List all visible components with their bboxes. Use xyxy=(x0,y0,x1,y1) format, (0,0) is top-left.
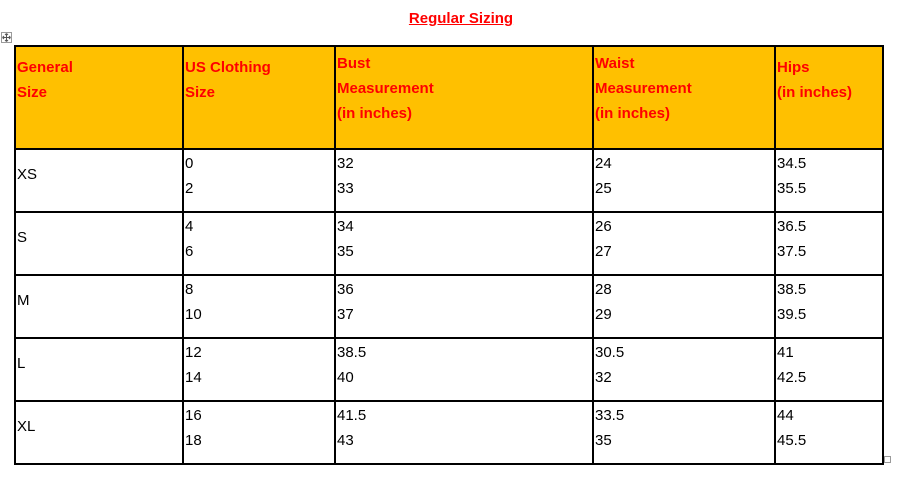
header-waist: Waist Measurement (in inches) xyxy=(593,46,775,149)
hips-cell: 36.5 37.5 xyxy=(775,212,883,275)
page-title: Regular Sizing xyxy=(408,10,514,27)
header-general-size: General Size xyxy=(15,46,183,149)
header-hips: Hips (in inches) xyxy=(775,46,883,149)
waist-cell: 33.5 35 xyxy=(593,401,775,464)
table-row xyxy=(15,149,883,212)
us-size-cell: 16 18 xyxy=(183,401,335,464)
header-row xyxy=(15,46,883,149)
hips-cell: 44 45.5 xyxy=(775,401,883,464)
bust-cell: 32 33 xyxy=(335,149,593,212)
table-row xyxy=(15,275,883,338)
header-us-clothing-size: US Clothing Size xyxy=(183,46,335,149)
bust-cell: 36 37 xyxy=(335,275,593,338)
hips-cell: 38.5 39.5 xyxy=(775,275,883,338)
us-size-cell: 4 6 xyxy=(183,212,335,275)
bust-cell: 38.5 40 xyxy=(335,338,593,401)
table-row xyxy=(15,212,883,275)
bust-cell: 41.5 43 xyxy=(335,401,593,464)
waist-cell: 28 29 xyxy=(593,275,775,338)
us-size-cell: 12 14 xyxy=(183,338,335,401)
table-resize-icon[interactable] xyxy=(884,456,891,463)
general-size-cell: S xyxy=(15,212,183,275)
waist-cell: 26 27 xyxy=(593,212,775,275)
header-bust: Bust Measurement (in inches) xyxy=(335,46,593,149)
general-size-cell: XS xyxy=(15,149,183,212)
table-move-icon[interactable] xyxy=(1,32,12,43)
us-size-cell: 8 10 xyxy=(183,275,335,338)
waist-cell: 30.5 32 xyxy=(593,338,775,401)
sizing-table xyxy=(14,45,884,465)
us-size-cell: 0 2 xyxy=(183,149,335,212)
general-size-cell: XL xyxy=(15,401,183,464)
general-size-cell: M xyxy=(15,275,183,338)
table-row xyxy=(15,401,883,464)
table-row xyxy=(15,338,883,401)
general-size-cell: L xyxy=(15,338,183,401)
waist-cell: 24 25 xyxy=(593,149,775,212)
hips-cell: 41 42.5 xyxy=(775,338,883,401)
bust-cell: 34 35 xyxy=(335,212,593,275)
hips-cell: 34.5 35.5 xyxy=(775,149,883,212)
